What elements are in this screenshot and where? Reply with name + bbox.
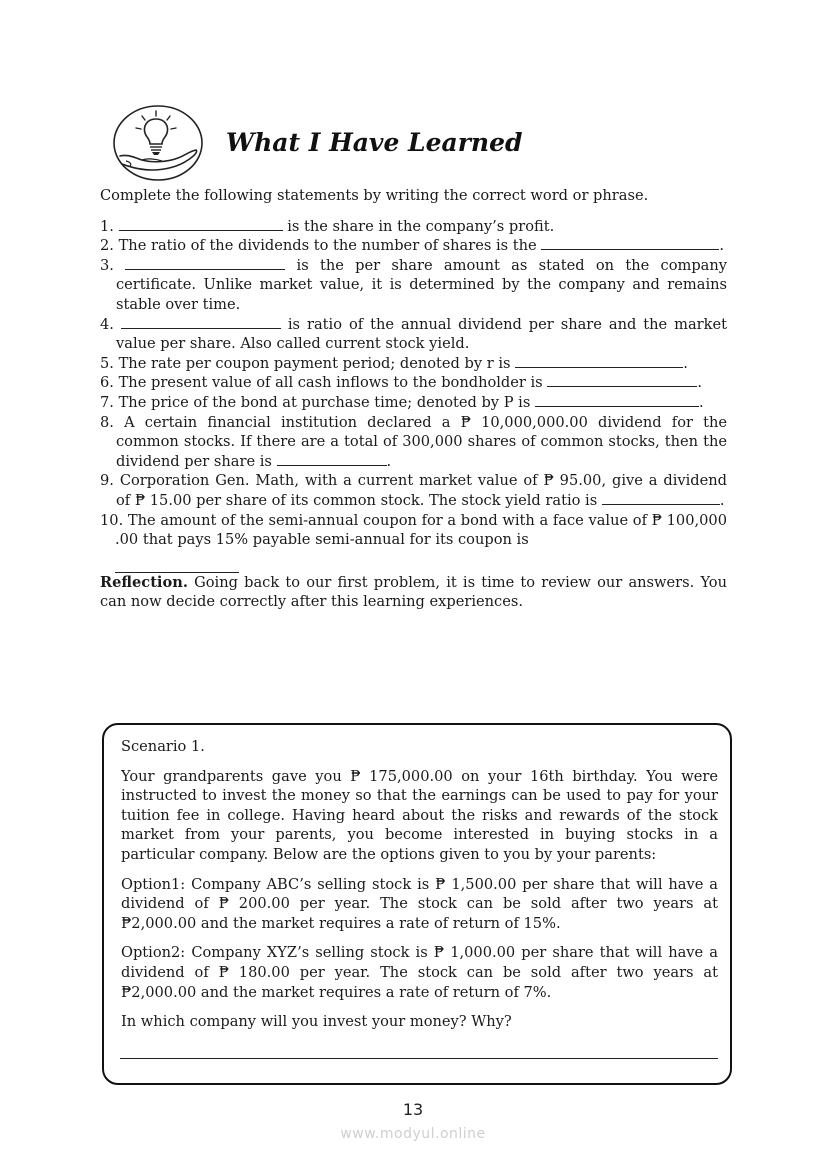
- item-text: A certain financial institution declared a ₱ 10,000,000.00 dividend for the common stocks. If there are a total of 300,000 shares of common stocks, then the dividend per share is: [116, 413, 728, 470]
- item-number: 3.: [100, 256, 114, 274]
- lightbulb-hand-icon: [112, 104, 204, 182]
- scenario-question: In which company will you invest your money? Why?: [121, 1013, 512, 1031]
- answer-blank[interactable]: [125, 256, 285, 270]
- item-number: 4.: [100, 315, 114, 333]
- list-item: [100, 373, 727, 393]
- item-number: 1.: [100, 217, 114, 235]
- item-text: .: [697, 374, 702, 392]
- activity-content: [100, 186, 727, 612]
- item-text: The price of the bond at purchase time; denoted by P is: [118, 393, 535, 411]
- answer-blank[interactable]: [547, 373, 697, 387]
- item-number: 5.: [100, 354, 114, 372]
- list-item: [100, 256, 727, 315]
- answer-blank[interactable]: [515, 354, 683, 368]
- page-number: 13: [402, 1100, 424, 1119]
- section-header: [108, 102, 728, 188]
- scenario-box: [102, 723, 732, 1085]
- item-text: The ratio of the dividends to the number of shares is the: [118, 237, 542, 255]
- item-number: 8.: [100, 413, 114, 431]
- watermark: www.modyul.online: [340, 1126, 486, 1142]
- item-text: Corporation Gen. Math, with a current market value of ₱ 95.00, give a dividend of ₱ 15.00 per share of its common stock. The stock yield ratio is: [116, 472, 727, 509]
- item-text: .: [719, 237, 724, 255]
- answer-blank[interactable]: [119, 217, 283, 231]
- item-text: is the share in the company’s profit.: [282, 217, 555, 235]
- list-item: [100, 393, 727, 413]
- list-item: [100, 413, 727, 472]
- item-text: .: [698, 393, 704, 411]
- answer-blank[interactable]: [535, 393, 699, 407]
- item-text: The amount of the semi-annual coupon for a bond with a face value of ₱ 100,000 .00 that pays 15% payable semi-annual for its coupon is: [115, 511, 727, 549]
- answer-blank[interactable]: [602, 491, 720, 505]
- scenario-title: Scenario 1.: [121, 738, 205, 755]
- item-text: is the per share amount as stated on the company certificate. Unlike market value, it is determined by the company and remains stable over time.: [116, 256, 728, 313]
- page-title: What I Have Learned: [226, 128, 523, 157]
- list-item: [100, 511, 727, 573]
- reflection-label: Reflection.: [100, 573, 188, 591]
- item-text: is ratio of the annual dividend per share and the market value per share. Also called current stock yield.: [116, 315, 727, 353]
- item-text: The rate per coupon payment period; denoted by r is: [118, 354, 516, 372]
- item-number: 10.: [100, 511, 124, 529]
- instructions: Complete the following statements by writing the correct word or phrase.: [100, 187, 649, 204]
- reflection-text: Going back to our first problem, it is time to review our answers. You can now decide correctly after this learning experiences.: [100, 573, 727, 611]
- item-text: .: [683, 354, 688, 372]
- reflection-paragraph: [100, 573, 727, 612]
- item-number: 2.: [100, 237, 114, 255]
- scenario-option-2: Option2: Company XYZ’s selling stock is ₱ 1,000.00 per share that will have a dividend of ₱ 180.00 per year. The stock can be sold after two years at ₱2,000.00 and the market requires a rate of return of 7%.: [121, 944, 718, 1001]
- scenario-option-1: Option1: Company ABC’s selling stock is ₱ 1,500.00 per share that will have a dividend of ₱ 200.00 per year. The stock can be sold after two years at ₱2,000.00 and the market requires a rate of return of 15%.: [121, 875, 718, 932]
- list-item: [100, 354, 727, 374]
- item-number: 6.: [100, 374, 114, 392]
- list-item: [100, 217, 727, 237]
- scenario-intro: Your grandparents gave you ₱ 175,000.00 on your 16th birthday. You were instructed to invest the money so that the earnings can be used to pay for your tuition fee in college. Having heard about the risks and rewards of the stock market from your parents, you become interested in buying stocks in a particular company. Below are the options given to you by your parents:: [121, 767, 718, 863]
- answer-blank[interactable]: [277, 452, 387, 466]
- list-item: [100, 236, 727, 256]
- item-text: .: [386, 452, 392, 470]
- answer-blank[interactable]: [541, 236, 719, 250]
- item-number: 9.: [100, 472, 114, 490]
- item-number: 7.: [100, 393, 114, 411]
- answer-blank[interactable]: [115, 550, 239, 573]
- item-text: .: [719, 491, 725, 509]
- answer-blank[interactable]: [121, 315, 281, 329]
- item-text: The present value of all cash inflows to the bondholder is: [118, 374, 548, 392]
- answer-line[interactable]: [120, 1058, 718, 1059]
- list-item: [100, 471, 727, 510]
- list-item: [100, 315, 727, 354]
